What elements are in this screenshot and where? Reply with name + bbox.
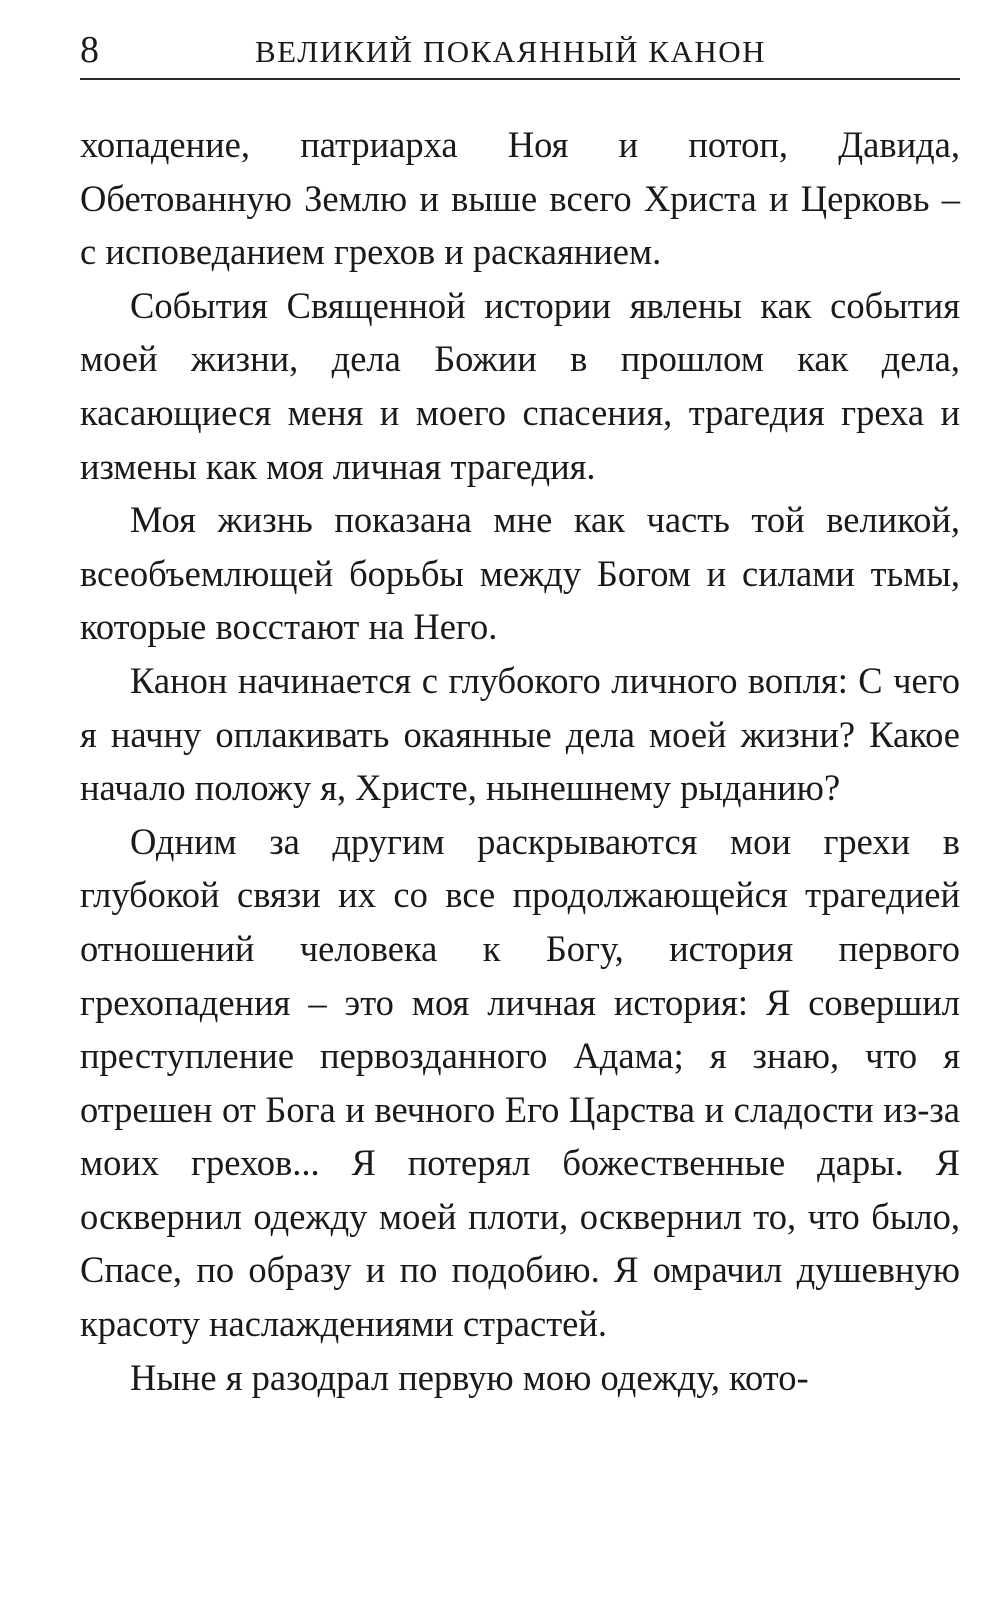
running-title: ВЕЛИКИЙ ПОКАЯННЫЙ КАНОН — [255, 34, 767, 69]
paragraph-canon-beginning: Канон начинается с глубокого личного вопля: С чего я начну оплакивать окаянные дела моей жизни? Какое начало положу я, Христе, нынешнему рыданию? — [80, 659, 960, 809]
body-text — [80, 118, 960, 1404]
paragraph-sins-revealed: Одним за другим раскрываются мои грехи в глубокой связи их со все продолжающейся трагедией отношений человека к Богу, история первого грехопадения – это моя личная история: Я совершил преступление первозданного Адама; я знаю, что я отрешен от Бога и вечного Его Царства и сладости из-за моих грехов... Я потерял божественные дары. Я осквернил одежду моей плоти, осквернил то, что было, Спасе, по образу и по подобию. Я омрачил душевную красоту наслаждениями страстей. — [80, 820, 960, 1345]
running-header — [80, 22, 960, 80]
paragraph-sacred-history: События Священной истории явлены как события моей жизни, дела Божии в прошлом как дела, касающиеся меня и моего спасения, трагедия греха и измены как моя личная трагедия. — [80, 284, 960, 487]
paragraph-great-struggle: Моя жизнь показана мне как часть той великой, всеобъемлющей борьбы между Богом и силами тьмы, которые восстают на Него. — [80, 499, 960, 648]
page-number: 8 — [80, 29, 99, 71]
paragraph-torn-garment: Ныне я разодрал первую мою одежду, кото- — [130, 1356, 809, 1398]
paragraph-continuation: хопадение, патриарха Ноя и потоп, Давида, Обетованную Землю и выше всего Христа и Церковь – с исповеданием грехов и раскаянием. — [80, 124, 960, 273]
